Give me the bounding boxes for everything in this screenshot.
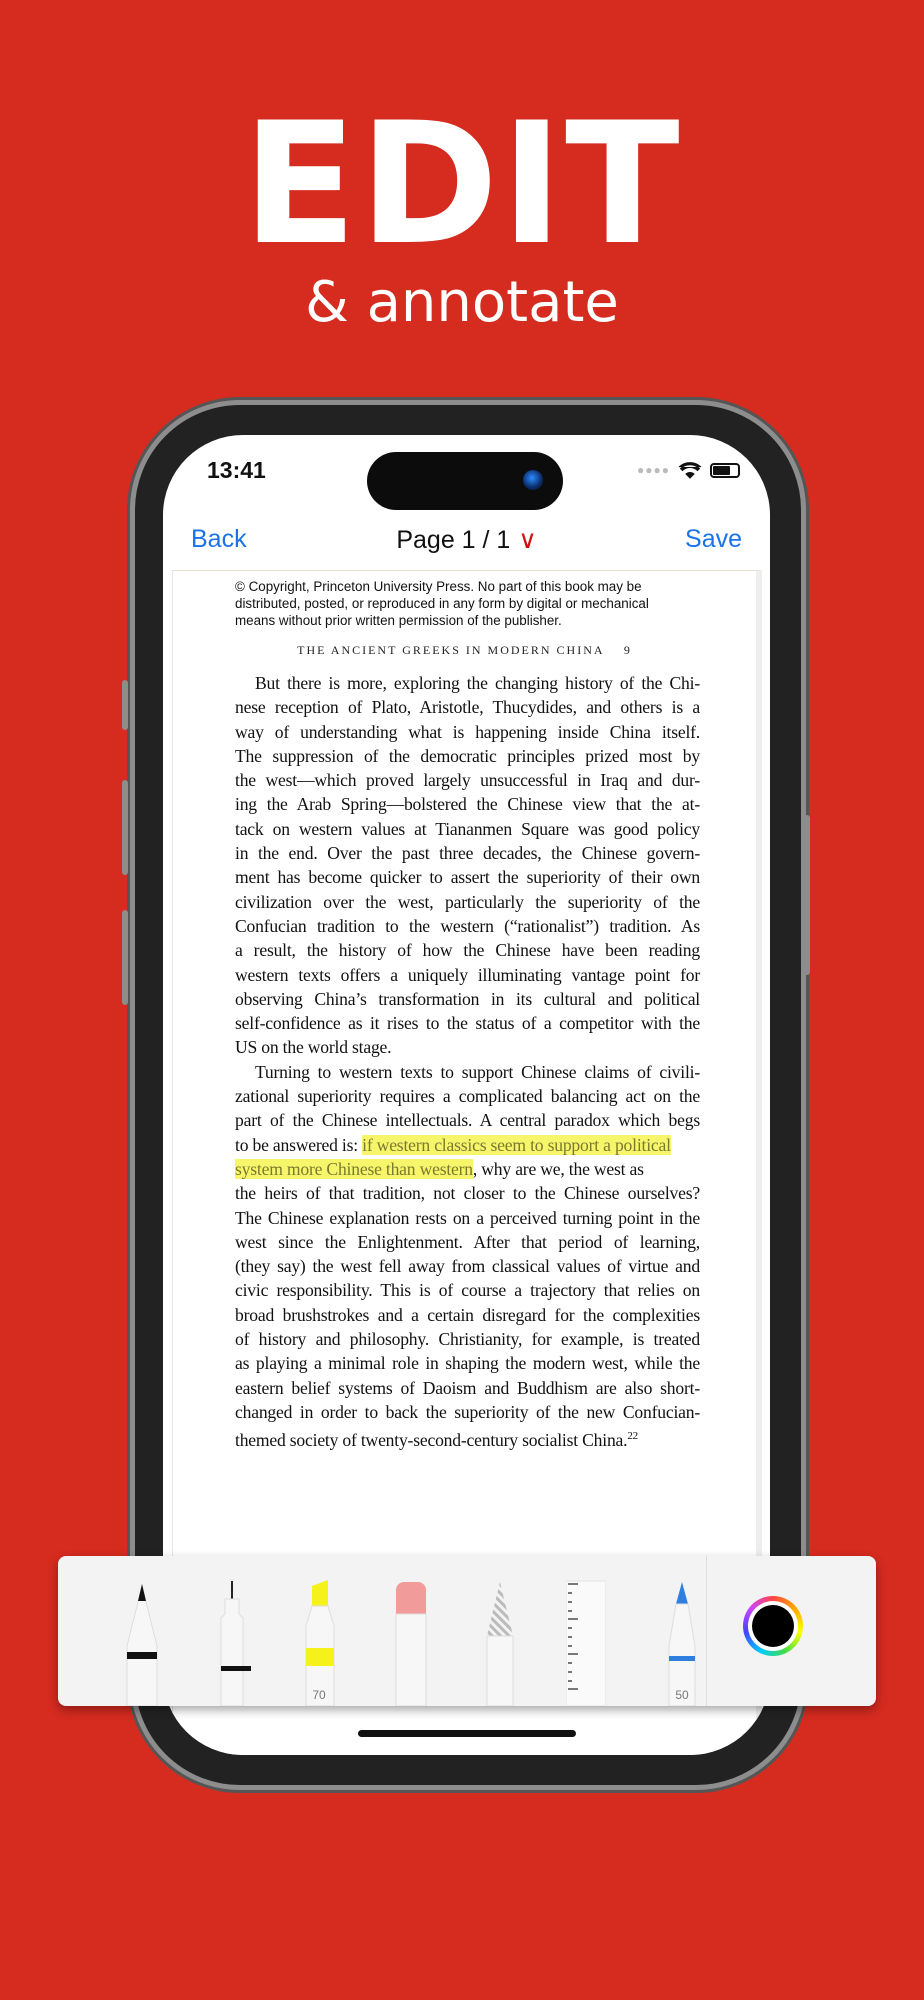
text-line: a result, the history of how the Chinese have been reading	[235, 940, 700, 961]
selected-color-swatch	[752, 1605, 794, 1647]
ruler-icon	[566, 1576, 606, 1706]
text-line: Confucian tradition to the western (“rationalist”) tradition. As	[235, 915, 700, 936]
text-line: civic responsibility. This is of course a trajectory that relies on	[235, 1280, 700, 1301]
text-line: tack on western values at Tiananmen Square was good policy	[235, 818, 700, 839]
text-segment: themed society of twenty-second-century socialist China.	[235, 1430, 628, 1451]
text-line: of history and philosophy. Christianity, for example, is treated	[235, 1329, 700, 1350]
text-line: civilization over the west, particularly the superiority of the	[235, 891, 700, 912]
text-segment: , why are we, the west as	[472, 1158, 644, 1179]
camera-icon	[523, 470, 543, 490]
text-line: ing the Arab Spring—bolstered the Chinese view that the at-	[235, 794, 700, 815]
phone-volume-up	[122, 780, 128, 875]
ruler-tool[interactable]	[566, 1576, 606, 1706]
toolbar-divider	[706, 1556, 707, 1706]
pen-icon	[123, 1576, 161, 1706]
text-line: the heirs of that tradition, not closer to the Chinese ourselves?	[235, 1183, 700, 1204]
status-icons	[637, 461, 740, 479]
chevron-down-icon: ∨	[518, 526, 537, 554]
highlighter-icon	[300, 1576, 338, 1706]
text-line: the west—which proved largely unsuccessful in Iraq and dur-	[235, 770, 700, 791]
battery-icon	[710, 463, 740, 478]
text-line: broad brushstrokes and a certain disregard for the complexities	[235, 1304, 700, 1325]
highlighter-opacity: 70	[312, 1688, 326, 1702]
page-title: Page 1 / 1	[396, 526, 511, 554]
text-line: nese reception of Plato, Aristotle, Thucydides, and others is a	[235, 697, 700, 718]
copyright-notice: © Copyright, Princeton University Press. No part of this book may be distributed, posted, or reproduced in any form by digital or mechanical means without prior written permission of the publisher.	[235, 579, 649, 628]
highlighted-text[interactable]: system more Chinese than western	[235, 1158, 473, 1179]
highlighter-tool[interactable]	[300, 1576, 338, 1706]
fineliner-tool[interactable]	[213, 1576, 251, 1706]
text-line: eastern belief systems of Daoism and Buddhism are also short-	[235, 1377, 700, 1398]
text-line: zational superiority requires a complicated balancing act on the	[235, 1086, 700, 1107]
running-head: THE ANCIENT GREEKS IN MODERN CHINA 9	[297, 643, 632, 657]
phone-volume-down	[122, 910, 128, 1005]
markup-toolbar	[58, 1556, 876, 1706]
hero-subtitle: & annotate	[305, 270, 619, 335]
status-time: 13:41	[207, 457, 266, 483]
signal-icon: ●●●●	[637, 463, 670, 477]
crayon-tool[interactable]	[663, 1576, 701, 1706]
pen-tool[interactable]	[123, 1576, 161, 1706]
page-selector[interactable]	[163, 525, 770, 555]
text-line: But there is more, exploring the changing history of the Chi-	[255, 673, 700, 693]
pencil-icon	[481, 1576, 519, 1706]
save-button[interactable]: Save	[685, 525, 742, 553]
highlighted-text[interactable]: if western classics seem to support a political	[362, 1134, 671, 1155]
text-line: in the end. Over the past three decades, the Chinese govern-	[235, 843, 700, 864]
text-line: (they say) the west fell away from classical values of virtue and	[235, 1256, 700, 1277]
text-line: west since the Enlightenment. After that period of learning,	[235, 1231, 700, 1252]
crayon-opacity: 50	[675, 1688, 689, 1702]
text-line: way of understanding what is happening inside China itself.	[235, 721, 700, 742]
text-segment: to be answered is:	[235, 1134, 363, 1155]
text-line: The Chinese explanation rests on a perceived turning point in the	[235, 1207, 700, 1228]
eraser-tool[interactable]	[392, 1576, 430, 1706]
dynamic-island	[367, 452, 563, 510]
hero-title: EDIT	[242, 86, 682, 282]
text-line	[235, 1157, 700, 1181]
text-line: observing China’s transformation in its cultural and political	[235, 988, 700, 1009]
document-body	[235, 671, 700, 1452]
fineliner-icon	[213, 1576, 251, 1706]
text-line: The suppression of the democratic principles prized most by	[235, 745, 700, 766]
phone-action-button	[122, 680, 128, 730]
text-line: ment has become quicker to assert the superiority of their own	[235, 867, 700, 888]
home-indicator[interactable]	[358, 1730, 576, 1737]
text-line: part of the Chinese intellectuals. A central paradox which begs	[235, 1110, 700, 1131]
text-line: self-confidence as it rises to the status of a competitor with the	[235, 1013, 700, 1034]
color-picker-button[interactable]	[743, 1596, 803, 1656]
wifi-icon	[678, 461, 702, 479]
crayon-icon	[663, 1576, 701, 1706]
phone-power-button	[804, 815, 810, 975]
pencil-tool[interactable]	[481, 1576, 519, 1706]
text-line: western texts offers a uniquely illuminating vantage point for	[235, 964, 700, 985]
text-line: changed in order to back the superiority of the new Confucian-	[235, 1401, 700, 1422]
text-line: US on the world stage.	[235, 1037, 392, 1058]
text-line: as playing a minimal role in shaping the modern west, while the	[235, 1353, 700, 1374]
eraser-icon	[392, 1576, 430, 1706]
footnote-ref[interactable]: 22	[627, 1430, 638, 1443]
text-line: Turning to western texts to support Chinese claims of civili-	[255, 1061, 700, 1082]
back-button[interactable]: Back	[191, 525, 247, 553]
nav-bar	[163, 517, 770, 561]
text-line	[235, 1133, 700, 1157]
text-line	[235, 1424, 700, 1452]
